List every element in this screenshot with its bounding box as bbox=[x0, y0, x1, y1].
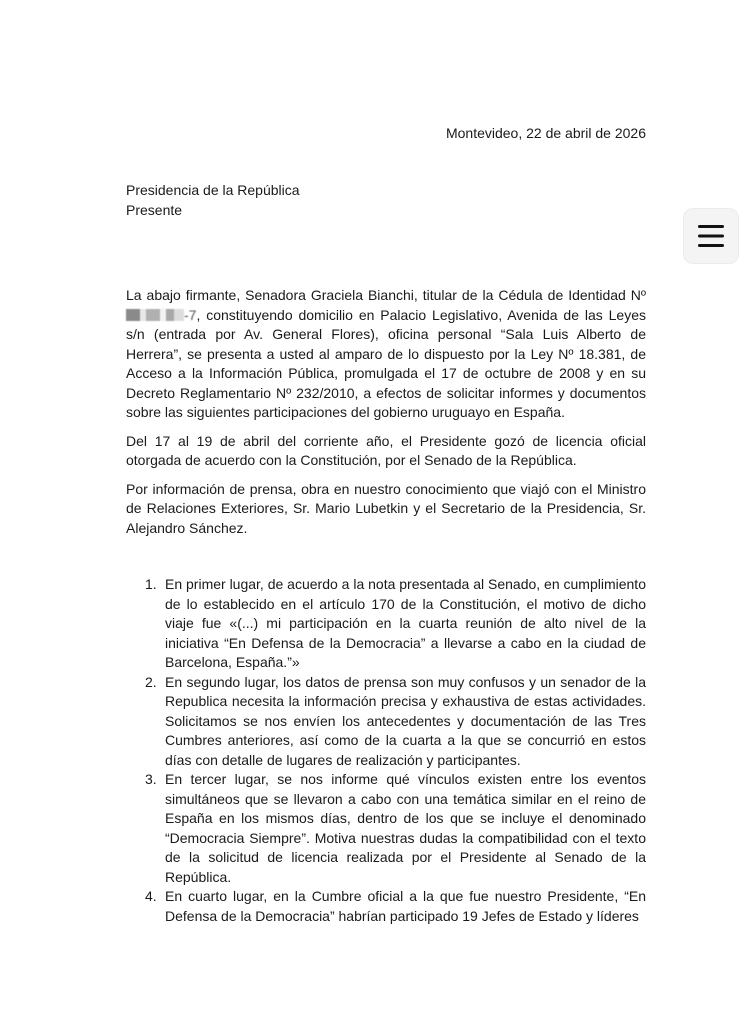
list-item-text: En segundo lugar, los datos de prensa son muy confusos y un senador de la Republica necesita la información precisa y exhaustiva de estas actividades. Solicitamos se nos envíen los antecedentes y documentación de las Tres Cumbres anteriores, así como de la cuarta a la que se concurrió en estos días con detalle de lugares de realización y participantes. bbox=[165, 673, 646, 768]
addressee-line-2: Presente bbox=[126, 202, 183, 218]
date-line: Montevideo, 22 de abril de 2026 bbox=[445, 125, 646, 141]
redacted-id-tail: -7 bbox=[184, 306, 197, 323]
redacted-id-number bbox=[126, 309, 184, 321]
request-list bbox=[145, 575, 646, 926]
hamburger-menu-icon bbox=[697, 223, 725, 249]
intro-part-1: La abajo firmante, Senadora Graciela Bianchi, titular de la Cédula de Identidad Nº bbox=[126, 287, 646, 303]
letter-body bbox=[126, 286, 646, 547]
list-item-text: En cuarto lugar, en la Cumbre oficial a la que fue nuestro Presidente, “En Defensa de la Democracia” habrían participado 19 Jefes de Estado y líderes bbox=[165, 888, 646, 924]
menu-button[interactable] bbox=[683, 208, 739, 264]
list-item-number: 3. bbox=[145, 771, 157, 787]
paragraph-press-info: Por información de prensa, obra en nuestro conocimiento que viajó con el Ministro de Relaciones Exteriores, Sr. Mario Lubetkin y el Secretario de la Presidencia, Sr. Alejandro Sánchez. bbox=[126, 480, 646, 536]
list-item bbox=[145, 770, 646, 887]
list-item-number: 2. bbox=[145, 673, 157, 690]
addressee-line-1: Presidencia de la República bbox=[126, 182, 300, 198]
list-item-text: En tercer lugar, se nos informe qué vínculos existen entre los eventos simultáneos que se llevaron a cabo con una temática similar en el reino de España en los mismos días, dentro de los que se incluye el denominado “Democracia Siempre”. Motiva nuestras dudas la compatibilidad con el texto de la solicitud de licencia realizada por el Presidente al Senado de la República. bbox=[165, 771, 646, 885]
list-item-number: 1. bbox=[145, 576, 157, 592]
addressee-block bbox=[126, 180, 300, 220]
list-item bbox=[145, 575, 646, 673]
intro-paragraph bbox=[126, 286, 646, 423]
intro-part-2: , constituyendo domicilio en Palacio Legislativo, Avenida de las Leyes s/n (entrada por Av. General Flores), oficina personal “Sala Luis Alberto de Herrera”, se presenta a usted al amparo de lo dispuesto por la Ley Nº 18.381, de Acceso a la Información Pública, promulgada el 17 de octubre de 2008 y en su Decreto Reglamentario Nº 232/2010, a efectos de solicitar informes y documentos sobre las siguientes participaciones del gobierno uruguayo en España. bbox=[126, 306, 646, 420]
list-item-number: 4. bbox=[145, 888, 157, 904]
list-item-text: En primer lugar, de acuerdo a la nota presentada al Senado, en cumplimiento de lo establecido en el artículo 170 de la Constitución, el motivo de dicho viaje fue «(...) mi participación en la cuarta reunión de alto nivel de la iniciativa “En Defensa de la Democracia” a llevarse a cabo en la ciudad de Barcelona, España.”» bbox=[165, 576, 646, 670]
list-item bbox=[145, 887, 646, 926]
paragraph-license: Del 17 al 19 de abril del corriente año, el Presidente gozó de licencia oficial otorgada de acuerdo con la Constitución, por el Senado de la República. bbox=[126, 432, 646, 468]
list-item bbox=[145, 673, 646, 771]
